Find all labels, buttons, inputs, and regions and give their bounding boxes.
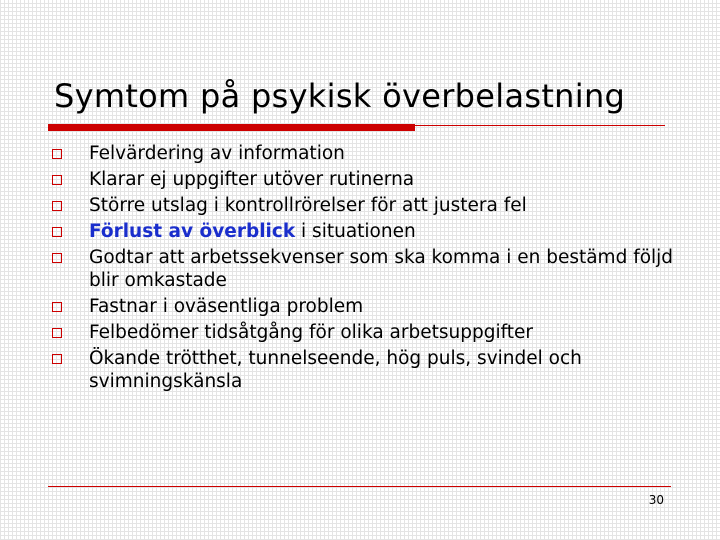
- bullet-text: Större utslag i kontrollrörelser för att justera fel: [89, 195, 527, 216]
- bullet-text: Felbedömer tidsåtgång för olika arbetsuppgifter: [89, 322, 534, 343]
- square-bullet-icon: [52, 175, 62, 185]
- bullet-item: [52, 320, 692, 346]
- bullet-item: [52, 141, 692, 167]
- square-bullet-icon: [52, 201, 62, 211]
- bullet-text: Fastnar i oväsentliga problem: [89, 296, 364, 317]
- square-bullet-icon: [52, 149, 62, 159]
- bullet-text: Felvärdering av information: [89, 143, 345, 164]
- bullet-text: Godtar att arbetssekvenser som ska komma i en bestämd följd blir omkastade: [89, 247, 674, 291]
- bullet-emphasis-text: Förlust av överblick: [89, 221, 296, 242]
- bullet-item: [52, 167, 692, 193]
- bullet-text: i situationen: [295, 221, 416, 242]
- square-bullet-icon: [52, 354, 62, 364]
- page-number: 30: [648, 493, 664, 507]
- bullet-item: [52, 245, 692, 294]
- square-bullet-icon: [52, 253, 62, 263]
- title-underline-accent: [48, 124, 415, 131]
- footer-rule: [48, 486, 671, 487]
- bullet-text: Ökande trötthet, tunnelseende, hög puls, svindel och svimningskänsla: [89, 348, 582, 392]
- square-bullet-icon: [52, 227, 62, 237]
- bullet-item: [52, 294, 692, 320]
- bullet-item: [52, 219, 692, 245]
- bullet-item: [52, 193, 692, 219]
- bullet-text: Klarar ej uppgifter utöver rutinerna: [89, 169, 415, 190]
- square-bullet-icon: [52, 302, 62, 312]
- bullet-item: [52, 346, 692, 395]
- square-bullet-icon: [52, 328, 62, 338]
- title-underline-line: [415, 125, 665, 126]
- slide-title: Symtom på psykisk överbelastning: [54, 77, 626, 115]
- bullet-list: [52, 141, 692, 395]
